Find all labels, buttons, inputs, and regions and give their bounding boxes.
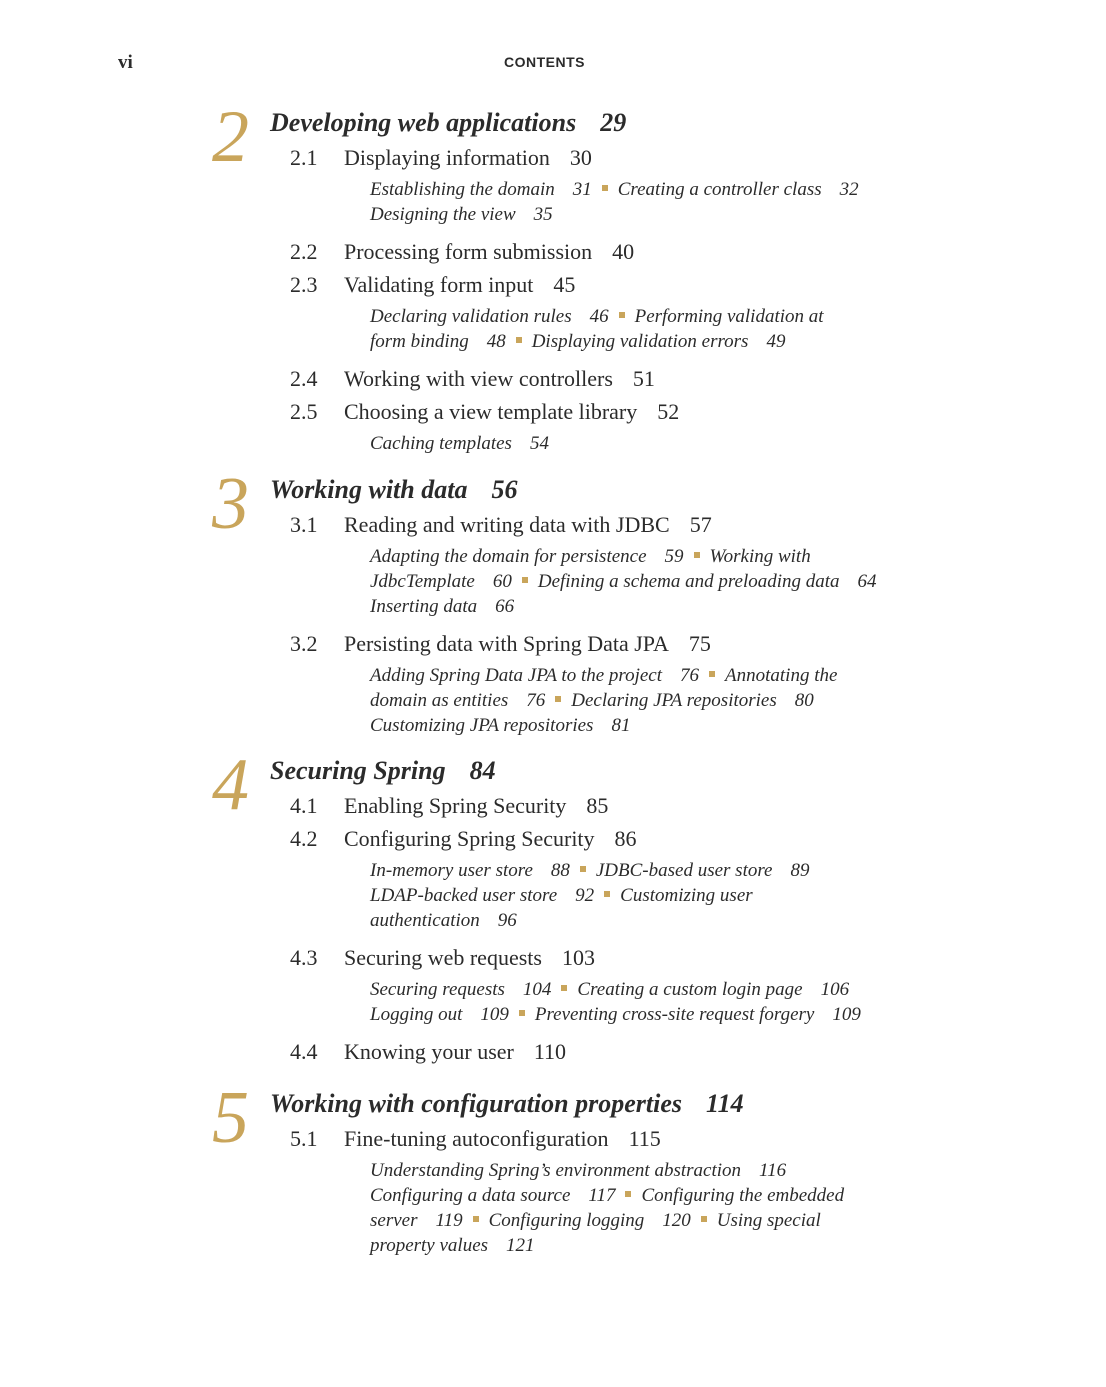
subsection-title: Working with xyxy=(709,546,811,567)
section-title: Reading and writing data with JDBC xyxy=(344,512,670,537)
subsection-page-number: 121 xyxy=(506,1235,535,1256)
subsection-page-number: 89 xyxy=(790,860,810,881)
section-title: Displaying information xyxy=(344,145,550,170)
subsection-page-number: 120 xyxy=(662,1210,691,1231)
subsection-list xyxy=(370,663,837,738)
subsection-title: Adding Spring Data JPA to the project xyxy=(370,665,663,686)
subsection-page-number: 35 xyxy=(533,204,553,225)
subsection-title: Performing validation at xyxy=(634,306,824,327)
section-title: Choosing a view template library xyxy=(344,399,638,424)
subsection-title: Creating a controller class xyxy=(617,179,822,200)
subsection-page-number: 116 xyxy=(759,1160,787,1181)
subsection-line xyxy=(370,1002,861,1027)
page-folio: vi xyxy=(118,52,133,73)
subsection-page-number: 109 xyxy=(480,1004,509,1025)
section-title: Fine-tuning autoconfiguration xyxy=(344,1126,609,1151)
subsection-title: JdbcTemplate xyxy=(370,571,475,592)
subsection-page-number: 119 xyxy=(435,1210,463,1231)
subsection-title: Customizing user xyxy=(620,885,753,906)
bullet-square-icon xyxy=(561,985,567,991)
subsection-line xyxy=(370,202,859,227)
chapter-title xyxy=(270,475,517,505)
section-title: Working with view controllers xyxy=(344,366,613,391)
subsection-page-number: 31 xyxy=(572,179,592,200)
bullet-square-icon xyxy=(602,185,608,191)
subsection-page-number: 81 xyxy=(611,715,631,736)
section-number: 2.5 xyxy=(290,399,318,424)
section-page-number: 115 xyxy=(628,1126,661,1151)
chapter-number: 4 xyxy=(212,744,249,826)
section-entry xyxy=(290,792,608,820)
subsection-title: Preventing cross-site request forgery xyxy=(534,1004,815,1025)
section-page-number: 40 xyxy=(612,239,635,264)
subsection-page-number: 117 xyxy=(588,1185,616,1206)
subsection-line xyxy=(370,1233,844,1258)
section-title: Knowing your user xyxy=(344,1039,514,1064)
subsection-title: LDAP-backed user store xyxy=(370,885,558,906)
section-title: Securing web requests xyxy=(344,945,542,970)
section-entry xyxy=(290,1038,566,1066)
bullet-square-icon xyxy=(709,671,715,677)
subsection-page-number: 32 xyxy=(839,179,859,200)
section-entry xyxy=(290,144,592,172)
chapter-title xyxy=(270,1089,744,1119)
chapter-page-number: 29 xyxy=(600,108,627,137)
subsection-title: domain as entities xyxy=(370,690,509,711)
subsection-title: Defining a schema and preloading data xyxy=(537,571,840,592)
subsection-title: Inserting data xyxy=(370,596,478,617)
section-number: 4.2 xyxy=(290,826,318,851)
section-page-number: 30 xyxy=(569,145,592,170)
subsection-list xyxy=(370,177,859,227)
section-number: 4.3 xyxy=(290,945,318,970)
subsection-page-number: 54 xyxy=(529,433,549,454)
bullet-square-icon xyxy=(625,1191,631,1197)
section-title: Validating form input xyxy=(344,272,534,297)
chapter-number: 5 xyxy=(212,1077,249,1159)
subsection-title: Customizing JPA repositories xyxy=(370,715,594,736)
subsection-title: Caching templates xyxy=(370,433,512,454)
chapter-title-text: Securing Spring xyxy=(270,756,446,785)
subsection-page-number: 49 xyxy=(766,331,786,352)
subsection-page-number: 88 xyxy=(550,860,570,881)
section-number: 4.4 xyxy=(290,1039,318,1064)
section-entry xyxy=(290,398,679,426)
chapter-title-text: Working with configuration properties xyxy=(270,1089,682,1118)
subsection-title: JDBC-based user store xyxy=(595,860,773,881)
subsection-line xyxy=(370,1208,844,1233)
subsection-title: Configuring the embedded xyxy=(641,1185,845,1206)
bullet-square-icon xyxy=(694,552,700,558)
subsection-page-number: 109 xyxy=(832,1004,861,1025)
chapter-title-text: Developing web applications xyxy=(270,108,577,137)
subsection-title: authentication xyxy=(370,910,480,931)
section-title: Persisting data with Spring Data JPA xyxy=(344,631,669,656)
subsection-page-number: 76 xyxy=(526,690,546,711)
subsection-title: Declaring validation rules xyxy=(370,306,572,327)
section-page-number: 86 xyxy=(614,826,637,851)
subsection-list xyxy=(370,544,877,619)
subsection-line xyxy=(370,1158,844,1183)
chapter-title xyxy=(270,108,626,138)
section-number: 2.1 xyxy=(290,145,318,170)
section-page-number: 57 xyxy=(689,512,712,537)
subsection-title: Establishing the domain xyxy=(370,179,555,200)
subsection-line xyxy=(370,544,877,569)
subsection-line xyxy=(370,177,859,202)
subsection-title: Logging out xyxy=(370,1004,463,1025)
subsection-page-number: 92 xyxy=(575,885,595,906)
subsection-line xyxy=(370,663,837,688)
bullet-square-icon xyxy=(619,312,625,318)
subsection-line xyxy=(370,883,809,908)
subsection-title: Displaying validation errors xyxy=(531,331,749,352)
subsection-title: Adapting the domain for persistence xyxy=(370,546,647,567)
section-number: 2.2 xyxy=(290,239,318,264)
section-number: 5.1 xyxy=(290,1126,318,1151)
subsection-line xyxy=(370,977,861,1002)
subsection-title: form binding xyxy=(370,331,469,352)
section-title: Configuring Spring Security xyxy=(344,826,595,851)
section-page-number: 52 xyxy=(657,399,680,424)
section-title: Enabling Spring Security xyxy=(344,793,567,818)
bullet-square-icon xyxy=(516,337,522,343)
section-entry xyxy=(290,271,575,299)
subsection-page-number: 96 xyxy=(497,910,517,931)
subsection-page-number: 48 xyxy=(486,331,506,352)
subsection-list xyxy=(370,431,549,456)
subsection-page-number: 104 xyxy=(522,979,552,1000)
subsection-line xyxy=(370,569,877,594)
subsection-list xyxy=(370,858,809,933)
subsection-list xyxy=(370,977,861,1027)
section-page-number: 45 xyxy=(553,272,576,297)
section-page-number: 85 xyxy=(586,793,609,818)
section-entry xyxy=(290,238,634,266)
chapter-number: 3 xyxy=(212,463,249,545)
section-number: 2.4 xyxy=(290,366,318,391)
chapter-number: 2 xyxy=(212,96,249,178)
chapter-page-number: 114 xyxy=(706,1089,744,1118)
section-page-number: 75 xyxy=(688,631,711,656)
bullet-square-icon xyxy=(701,1216,707,1222)
subsection-line xyxy=(370,304,824,329)
bullet-square-icon xyxy=(580,866,586,872)
subsection-title: property values xyxy=(370,1235,489,1256)
subsection-line xyxy=(370,858,809,883)
running-head: CONTENTS xyxy=(504,54,585,70)
section-entry xyxy=(290,630,711,658)
bullet-square-icon xyxy=(519,1010,525,1016)
subsection-line xyxy=(370,329,824,354)
chapter-title xyxy=(270,756,496,786)
subsection-title: Designing the view xyxy=(370,204,516,225)
section-number: 3.2 xyxy=(290,631,318,656)
subsection-line xyxy=(370,594,877,619)
section-number: 2.3 xyxy=(290,272,318,297)
subsection-page-number: 66 xyxy=(495,596,515,617)
chapter-page-number: 56 xyxy=(491,475,518,504)
subsection-title: Securing requests xyxy=(370,979,505,1000)
section-page-number: 110 xyxy=(533,1039,567,1064)
section-page-number: 103 xyxy=(561,945,595,970)
subsection-list xyxy=(370,1158,844,1258)
subsection-page-number: 106 xyxy=(820,979,850,1000)
bullet-square-icon xyxy=(555,696,561,702)
bullet-square-icon xyxy=(522,577,528,583)
chapter-title-text: Working with data xyxy=(270,475,468,504)
subsection-title: Creating a custom login page xyxy=(577,979,803,1000)
subsection-line xyxy=(370,431,549,456)
subsection-page-number: 59 xyxy=(664,546,684,567)
chapter-page-number: 84 xyxy=(469,756,496,785)
subsection-title: Annotating the xyxy=(725,665,838,686)
section-number: 4.1 xyxy=(290,793,318,818)
subsection-title: In-memory user store xyxy=(370,860,533,881)
section-entry xyxy=(290,511,712,539)
section-entry xyxy=(290,365,655,393)
bullet-square-icon xyxy=(473,1216,479,1222)
subsection-page-number: 60 xyxy=(492,571,512,592)
subsection-title: Configuring logging xyxy=(488,1210,645,1231)
section-page-number: 51 xyxy=(632,366,655,391)
subsection-list xyxy=(370,304,824,354)
subsection-page-number: 64 xyxy=(857,571,877,592)
section-entry xyxy=(290,1125,661,1153)
subsection-page-number: 76 xyxy=(680,665,700,686)
subsection-line xyxy=(370,713,837,738)
subsection-page-number: 80 xyxy=(794,690,814,711)
subsection-page-number: 46 xyxy=(589,306,609,327)
subsection-line xyxy=(370,688,837,713)
subsection-title: server xyxy=(370,1210,418,1231)
subsection-title: Declaring JPA repositories xyxy=(571,690,777,711)
subsection-line xyxy=(370,1183,844,1208)
section-entry xyxy=(290,944,595,972)
section-entry xyxy=(290,825,637,853)
subsection-title: Configuring a data source xyxy=(370,1185,571,1206)
bullet-square-icon xyxy=(604,891,610,897)
subsection-line xyxy=(370,908,809,933)
subsection-title: Using special xyxy=(716,1210,821,1231)
section-number: 3.1 xyxy=(290,512,318,537)
section-title: Processing form submission xyxy=(344,239,593,264)
subsection-title: Understanding Spring’s environment abstraction xyxy=(370,1160,742,1181)
